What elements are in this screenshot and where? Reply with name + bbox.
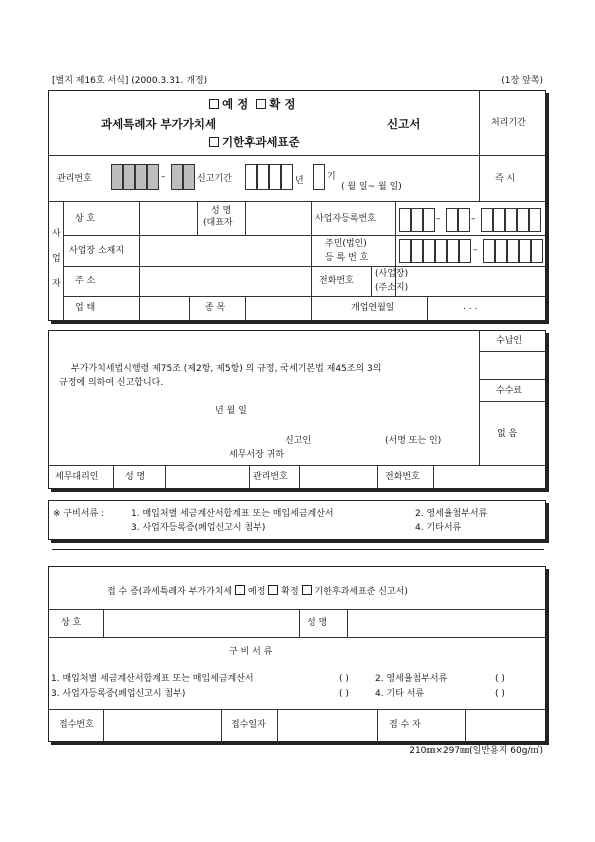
open-date-dots: . . . <box>463 302 478 312</box>
receipt-doc-4: 4. 기타 서류 <box>375 689 425 699</box>
declaration-section <box>48 330 546 489</box>
residence-label: 주 소 <box>75 276 96 286</box>
owner-name-label: 성 명 <box>211 206 232 216</box>
side-label-2: 업 <box>52 254 61 264</box>
receipt-docs-title: 구 비 서 류 <box>229 647 273 657</box>
trade-name-label: 상 호 <box>75 214 96 224</box>
receipt-doc-3: 3. 사업자등록증(폐업신고시 첨부) <box>51 689 186 699</box>
doc-4: 4. 기타서류 <box>415 523 462 533</box>
reg-no-dash-1: – <box>436 214 441 224</box>
resident-box-9[interactable] <box>507 239 519 263</box>
tax-office-label: 세무서장 귀하 <box>229 450 285 460</box>
resident-dash: – <box>473 245 478 255</box>
year-box-2[interactable] <box>257 164 269 190</box>
receipt-doc-3-check[interactable]: ( ) <box>339 689 349 699</box>
mgmt-no-box-3[interactable] <box>135 164 147 190</box>
fee-label: 수수료 <box>496 386 523 396</box>
reg-no-box-10[interactable] <box>529 208 541 232</box>
receipt-checkbox-late[interactable] <box>302 585 312 595</box>
resident-box-8[interactable] <box>495 239 507 263</box>
resident-box-3[interactable] <box>423 239 435 263</box>
mgmt-no-box-5[interactable] <box>171 164 183 190</box>
reg-no-box-3[interactable] <box>423 208 435 232</box>
resident-box-4[interactable] <box>435 239 447 263</box>
agent-name-label: 성 명 <box>125 472 146 482</box>
sign-label: (서명 또는 인) <box>385 436 442 446</box>
docs-prefix: ※ 구비서류 : <box>53 509 105 519</box>
receipt-section <box>48 566 546 742</box>
checkbox-late-filing[interactable] <box>209 137 219 147</box>
processing-value: 즉 시 <box>495 174 516 184</box>
phone-label: 전화번호 <box>319 276 354 286</box>
title-option-row: 예 정 확 정 <box>209 99 295 111</box>
period-range: ( 월 일~ 월 일) <box>341 182 402 192</box>
agent-label: 세무대리인 <box>55 472 99 482</box>
declarant-label: 신고인 <box>285 436 312 446</box>
receipt-trade-name-label: 상 호 <box>61 618 82 628</box>
agent-mgmt-label: 관리번호 <box>253 472 288 482</box>
receipt-name-label: 성 명 <box>307 618 328 628</box>
stamp-label: 수납인 <box>496 336 523 346</box>
resident-box-11[interactable] <box>531 239 543 263</box>
doc-2: 2. 영세율첨부서류 <box>415 509 488 519</box>
receipt-no-label: 접수번호 <box>59 720 94 730</box>
mgmt-no-box-6[interactable] <box>183 164 195 190</box>
declaration-line-1: 부가가치세법시행령 제75조 (제2항, 제5항) 의 규정, 국세기본법 제45조의 3의 <box>71 364 382 374</box>
resident-box-2[interactable] <box>411 239 423 263</box>
required-docs-section <box>48 500 546 540</box>
resident-box-5[interactable] <box>447 239 459 263</box>
checkbox-confirm[interactable] <box>256 99 266 109</box>
mgmt-no-label: 관리번호 <box>57 174 92 184</box>
resident-box-1[interactable] <box>399 239 411 263</box>
mgmt-no-box-1[interactable] <box>111 164 123 190</box>
period-label: 신고기간 <box>197 174 232 184</box>
reg-no-dash-2: – <box>471 214 476 224</box>
open-date-label: 개업연월일 <box>351 303 395 313</box>
year-box-1[interactable] <box>245 164 257 190</box>
owner-name-sub: (대표자 <box>203 218 233 228</box>
reg-no-box-8[interactable] <box>505 208 517 232</box>
fee-value: 없 음 <box>497 429 518 439</box>
mgmt-no-box-2[interactable] <box>123 164 135 190</box>
processing-label: 처리기간 <box>491 118 526 128</box>
receipt-title: 접 수 증(과세특례자 부가가치세 예정 확정 기한후과세표준 신고서) <box>107 587 408 597</box>
reg-no-box-1[interactable] <box>399 208 411 232</box>
receipt-doc-2: 2. 영세율첨부서류 <box>375 674 448 684</box>
form-title: 과세특례자 부가가치세 <box>101 117 217 131</box>
title-option-late: 기한후과세표준 <box>209 137 300 149</box>
reg-no-box-9[interactable] <box>517 208 529 232</box>
term-label: 기 <box>327 172 336 182</box>
receipt-doc-4-check[interactable]: ( ) <box>495 689 505 699</box>
term-box[interactable] <box>313 164 325 190</box>
resident-label-2: 등 록 번 호 <box>325 253 369 263</box>
form-id: [별지 제16호 서식] (2000.3.31. 개정) <box>52 76 208 86</box>
mgmt-no-box-4[interactable] <box>147 164 159 190</box>
doc-3: 3. 사업자등록증(폐업신고시 첨부) <box>131 523 266 533</box>
mgmt-dash: – <box>161 172 166 182</box>
receipt-date-label: 접수일자 <box>231 720 266 730</box>
resident-box-6[interactable] <box>459 239 471 263</box>
address-label: 사업장 소재지 <box>69 246 125 256</box>
declaration-date: 년 월 일 <box>215 406 247 416</box>
receipt-doc-1: 1. 매입처별 세금계산서합계표 또는 매입세금계산서 <box>51 674 254 684</box>
receipt-checkbox-estimate[interactable] <box>235 585 245 595</box>
agent-phone-label: 전화번호 <box>385 472 420 482</box>
phone-sub-home: (주소지) <box>375 283 409 293</box>
phone-sub-business: (사업장) <box>375 269 409 279</box>
year-box-4[interactable] <box>281 164 293 190</box>
reg-no-box-5[interactable] <box>458 208 470 232</box>
paper-size: 210㎜×297㎜(일반용지 60g/㎡) <box>409 746 543 756</box>
checkbox-estimate[interactable] <box>209 99 219 109</box>
return-form-section <box>48 90 546 321</box>
reg-no-box-7[interactable] <box>493 208 505 232</box>
reg-no-box-6[interactable] <box>481 208 493 232</box>
receipt-checkbox-confirm[interactable] <box>268 585 278 595</box>
resident-box-7[interactable] <box>483 239 495 263</box>
business-type-label: 업 태 <box>75 303 96 313</box>
side-label-3: 자 <box>52 279 61 289</box>
declaration-line-2: 규정에 의하여 신고합니다. <box>59 378 164 388</box>
reg-no-box-4[interactable] <box>446 208 458 232</box>
doc-1: 1. 매입처별 세금계산서합계표 또는 매입세금계산서 <box>131 509 334 519</box>
resident-box-10[interactable] <box>519 239 531 263</box>
receipt-doc-2-check[interactable]: ( ) <box>495 674 505 684</box>
receipt-doc-1-check[interactable]: ( ) <box>339 674 349 684</box>
year-box-3[interactable] <box>269 164 281 190</box>
receiver-label: 접 수 자 <box>389 720 421 730</box>
cut-line <box>52 549 544 550</box>
resident-label-1: 주민(법인) <box>325 239 367 249</box>
reg-no-box-2[interactable] <box>411 208 423 232</box>
year-label: 년 <box>295 176 304 186</box>
business-item-label: 종 목 <box>205 303 226 313</box>
side-label-1: 사 <box>52 229 61 239</box>
form-title-suffix: 신고서 <box>387 117 421 131</box>
page-info: (1장 앞쪽) <box>501 76 543 86</box>
reg-no-label: 사업자등록번호 <box>315 214 376 224</box>
